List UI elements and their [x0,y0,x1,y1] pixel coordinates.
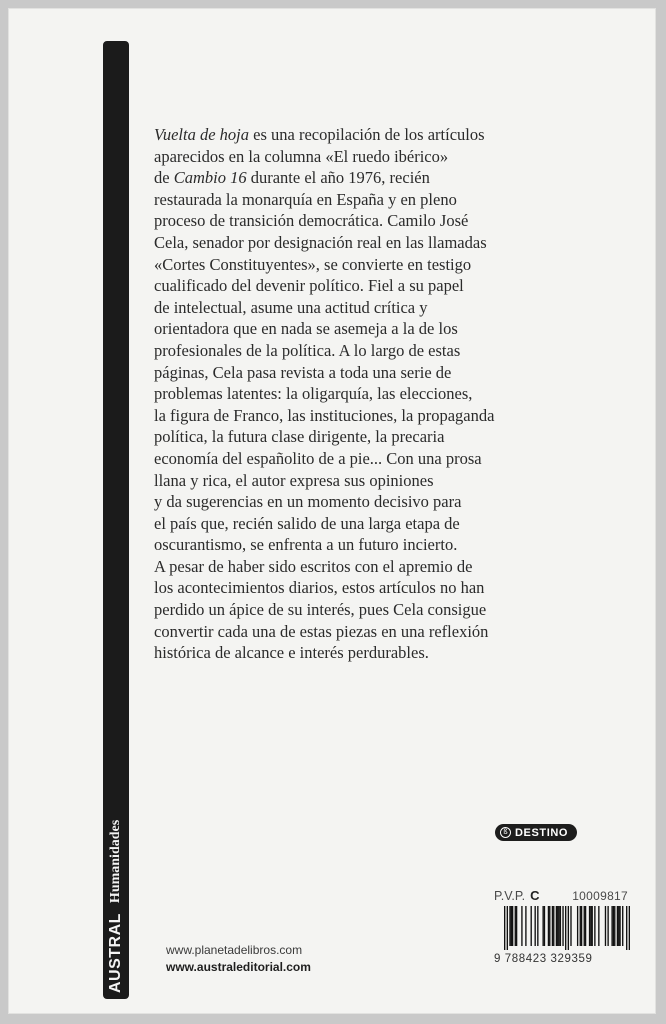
barcode-bar [581,906,582,946]
reference-code: 10009817 [572,889,628,903]
blurb-text-segment: A pesar de haber sido escritos con el apremio de [154,556,473,576]
blurb-text-segment: los acontecimientos diarios, estos artículos no han [154,578,485,598]
blurb-text-segment: economía del españolito de a pie... Con una prosa [154,448,482,468]
barcode-bar [568,906,569,950]
barcode-bar [613,906,614,946]
blurb-text-segment: profesionales de la política. A lo largo de estas [154,340,461,360]
blurb-text-segment: llana y rica, el autor expresa sus opiniones [154,470,434,490]
blurb-line [154,146,554,168]
blurb-line [154,448,554,470]
barcode-bar [552,906,553,946]
barcode-bar [562,906,563,946]
blurb-text-segment: durante el año 1976, recién [246,168,430,188]
publisher-name: DESTINO [515,826,569,839]
blurb-text-segment: política, la futura clase dirigente, la precaria [154,427,445,447]
blurb-line [154,275,554,297]
price-row [494,888,628,903]
blurb-text [154,124,554,664]
barcode-bar [580,906,581,946]
blurb-line [154,124,554,146]
barcode-bar [535,906,536,946]
blurb-text-segment: Cela, senador por designación real en las llamadas [154,232,487,252]
barcode-bar [515,906,516,946]
barcode-bar [560,906,561,946]
barcode-bar [594,906,595,946]
blurb-text-segment: proceso de transición democrática. Camilo José [154,211,469,231]
blurb-line [154,426,554,448]
barcode-bar [525,906,526,946]
barcode-bar [531,906,532,946]
barcode-bar [558,906,559,946]
barcode-bar [577,906,578,946]
blurb-text-segment: «Cortes Constituyentes», se convierte en testigo [154,254,472,274]
barcode-bar [553,906,554,946]
publisher-logo [495,824,577,841]
blurb-line [154,232,554,254]
blurb-line [154,167,554,189]
pvp-code: C [530,888,540,903]
blurb-text-segment: páginas, Cela pasa revista a toda una serie de [154,362,452,382]
back-cover [8,8,656,1014]
barcode-bar [618,906,619,946]
blurb-line [154,318,554,340]
barcode-bar [584,906,585,946]
barcode-bar [619,906,620,946]
planeta-website-link[interactable]: www.planetadelibros.com [166,943,303,957]
blurb-text-segment: histórica de alcance e interés perdurables. [154,643,429,663]
barcode-bar [622,906,623,946]
blurb-italic-title: Cambio 16 [173,168,247,188]
blurb-line [154,513,554,535]
barcode [504,906,630,950]
blurb-line [154,254,554,276]
blurb-line [154,297,554,319]
barcode-bar [556,906,557,946]
barcode-bar [511,906,512,946]
blurb-text-segment: la figura de Franco, las instituciones, la propaganda [154,405,495,425]
barcode-bar [504,906,505,950]
barcode-bar [598,906,599,946]
barcode-bar [589,906,590,946]
barcode-bar [549,906,550,946]
barcode-bar [557,906,558,946]
barcode-bar [590,906,591,946]
pvp-label: P.V.P. [494,889,526,903]
blurb-text-segment: el país que, recién salido de una larga etapa de [154,513,460,533]
barcode-bar [605,906,606,946]
barcode-bar [537,906,538,946]
blurb-line [154,362,554,384]
blurb-text-segment: orientadora que en nada se asemeja a la de los [154,319,458,339]
blurb-text-segment: problemas latentes: la oligarquía, las elecciones, [154,384,473,404]
barcode-bar [629,906,630,950]
blurb-text-segment: perdido un ápice de su interés, pues Cela consigue [154,600,487,620]
barcode-bar [607,906,608,946]
blurb-text-segment: y da sugerencias en un momento decisivo para [154,492,462,512]
brand-label: AUSTRAL [107,913,124,993]
barcode-bar [521,906,522,946]
barcode-bar [611,906,612,946]
blurb-line [154,642,554,664]
barcode-bar [512,906,513,946]
series-label: Humanidades [108,819,123,904]
blurb-line [154,210,554,232]
blurb-line [154,556,554,578]
blurb-line [154,491,554,513]
barcode-bar [585,906,586,946]
blurb-line [154,405,554,427]
blurb-line [154,577,554,599]
barcode-bar [516,906,517,946]
barcode-bar [509,906,510,946]
barcode-bar [544,906,545,946]
austral-website-link[interactable]: www.australeditorial.com [166,960,311,974]
blurb-text-segment: convertir cada una de estas piezas en una reflexión [154,621,489,641]
blurb-line [154,621,554,643]
blurb-text-segment: aparecidos en la columna «El ruedo ibérico» [154,146,449,166]
barcode-bar [548,906,549,946]
spine-label [104,723,128,993]
barcode-bar [542,906,543,946]
blurb-line [154,340,554,362]
blurb-line [154,534,554,556]
blurb-text-segment: de [154,168,174,188]
blurb-text-segment: oscurantismo, se enfrenta a un futuro incierto. [154,535,458,555]
blurb-line [154,599,554,621]
blurb-line [154,189,554,211]
barcode-bar [626,906,627,950]
barcode-bar [507,906,508,950]
barcode-bar [565,906,566,950]
barcode-bar [570,906,571,946]
barcode-bar [614,906,615,946]
blurb-line [154,470,554,492]
blurb-text-segment: cualificado del devenir político. Fiel a su papel [154,276,464,296]
blurb-line [154,383,554,405]
barcode-bar [592,906,593,946]
barcode-bar [617,906,618,946]
destino-bird-icon: ß [500,827,511,838]
isbn-number: 9 788423 329359 [494,953,593,965]
blurb-italic-title: Vuelta de hoja [154,125,250,144]
blurb-text-segment: es una recopilación de los artículos [249,125,485,144]
blurb-text-segment: de intelectual, asume una actitud crítica y [154,297,428,317]
blurb-text-segment: restaurada la monarquía en España y en pleno [154,189,457,209]
